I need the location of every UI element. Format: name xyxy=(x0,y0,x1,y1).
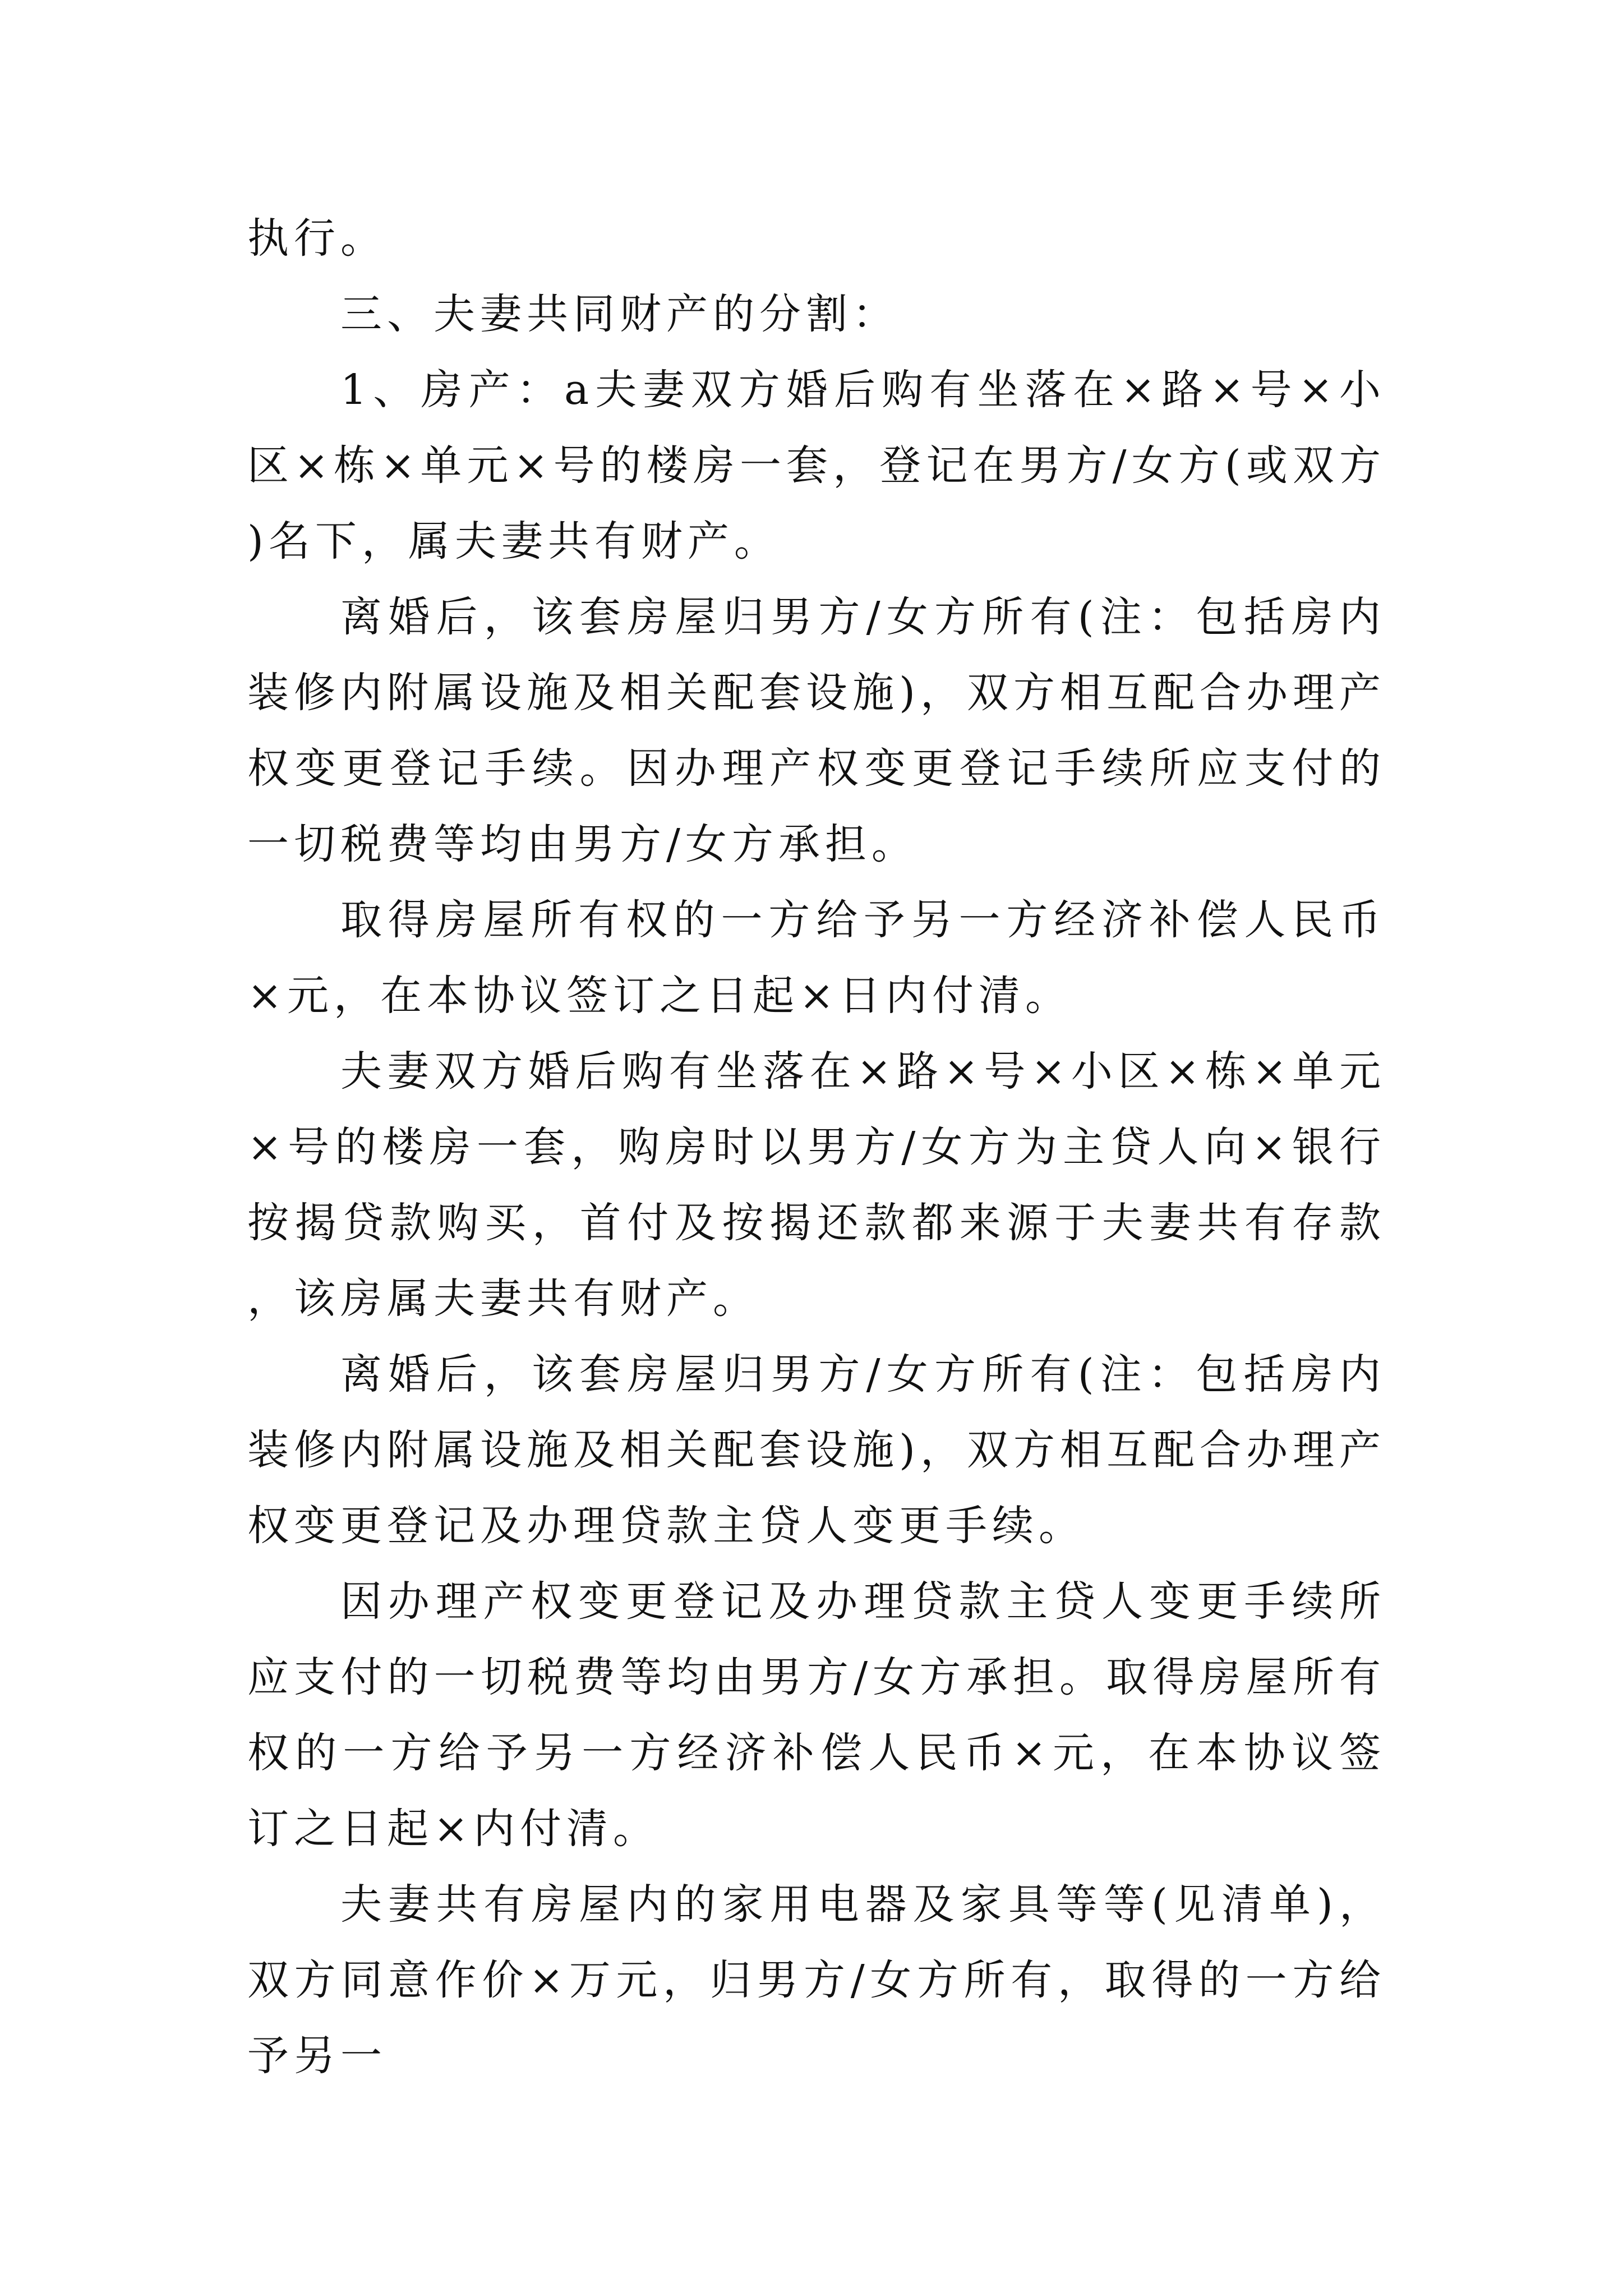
document-body xyxy=(247,201,1386,2094)
paragraph-mortgaged-house: 夫妻双方婚后购有坐落在×路×号×小区×栋×单元×号的楼房一套，购房时以男方/女方为主贷人向×银行按揭贷款购买，首付及按揭还款都来源于夫妻共有存款，该房属夫妻共有财产。 xyxy=(247,1047,1386,1323)
section-heading-property-division: 三、夫妻共同财产的分割： xyxy=(340,290,899,338)
paragraph-mortgaged-house-ownership: 离婚后，该套房屋归男方/女方所有(注：包括房内装修内附属设施及相关配套设施)，双方相互配合办理产权变更登记及办理贷款主贷人变更手续。 xyxy=(247,1350,1386,1550)
paragraph-appliances-furniture: 夫妻共有房屋内的家用电器及家具等等(见清单)，双方同意作价×万元，归男方/女方所有，取得的一方给予另一 xyxy=(247,1880,1386,2080)
paragraph-continuation: 执行。 xyxy=(247,214,387,263)
paragraph-compensation: 取得房屋所有权的一方给予另一方经济补偿人民币×元，在本协议签订之日起×日内付清。 xyxy=(247,896,1386,1020)
paragraph-mortgage-fees: 因办理产权变更登记及办理贷款主贷人变更手续所应支付的一切税费等均由男方/女方承担。取得房屋所有权的一方给予另一方经济补偿人民币×元，在本协议签订之日起×内付清。 xyxy=(247,1577,1386,1853)
paragraph-house-ownership: 离婚后，该套房屋归男方/女方所有(注：包括房内装修内附属设施及相关配套设施)，双方相互配合办理产权变更登记手续。因办理产权变更登记手续所应支付的一切税费等均由男方/女方承担。 xyxy=(247,593,1386,868)
paragraph-real-estate: 1、房产：a夫妻双方婚后购有坐落在×路×号×小区×栋×单元×号的楼房一套，登记在男方/女方(或双方)名下，属夫妻共有财产。 xyxy=(247,366,1386,565)
